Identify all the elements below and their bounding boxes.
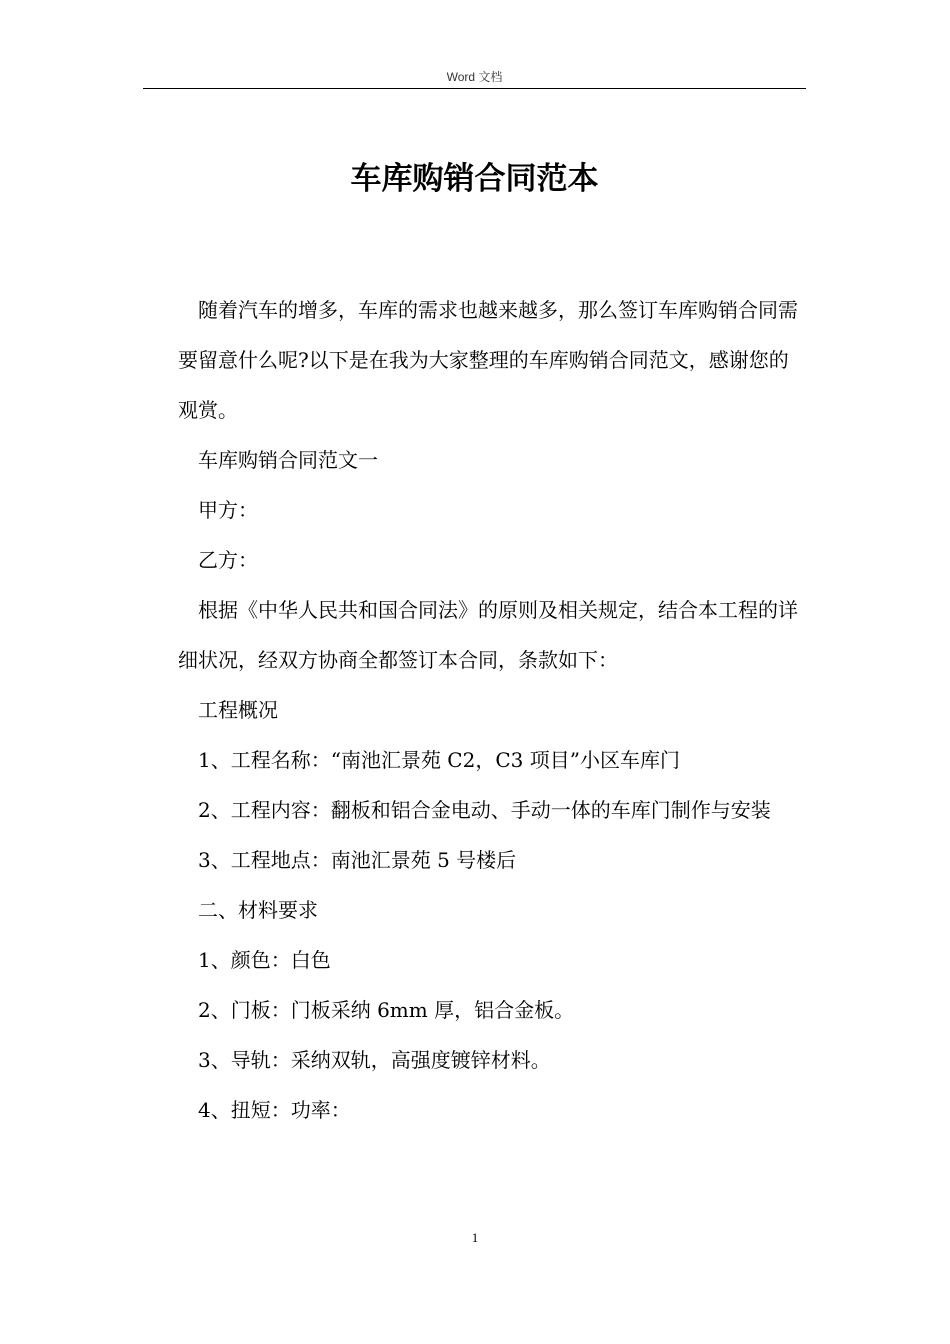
clause-project-location: 3、工程地点：南池汇景苑 5 号楼后 <box>198 848 517 872</box>
clause-color: 1、颜色：白色 <box>198 948 331 972</box>
clause-torsion: 4、扭短：功率： <box>198 1098 351 1122</box>
clause-guide-rail: 3、导轨：采纳双轨，高强度镀锌材料。 <box>198 1048 551 1072</box>
document-title: 车库购销合同范本 <box>350 161 599 197</box>
document-body <box>178 285 803 1135</box>
party-b-line: 乙方： <box>198 548 258 572</box>
header-text: Word 文档 <box>446 70 503 84</box>
clause-project-name: 1、工程名称：“南池汇景苑 C2，C3 项目”小区车库门 <box>198 748 680 772</box>
clause-door-panel: 2、门板：门板采纳 6mm 厚，铝合金板。 <box>198 998 575 1022</box>
materials-heading: 二、材料要求 <box>198 898 318 922</box>
page-header <box>143 66 806 89</box>
project-overview-heading: 工程概况 <box>198 698 278 722</box>
basis-paragraph: 根据《中华人民共和国合同法》的原则及相关规定，结合本工程的详细状况，经双方协商全都签订本合同，条款如下： <box>178 598 798 672</box>
section-heading: 车库购销合同范文一 <box>198 448 378 472</box>
party-a-line: 甲方： <box>198 498 258 522</box>
clause-project-content: 2、工程内容：翻板和铝合金电动、手动一体的车库门制作与安装 <box>198 798 771 822</box>
intro-paragraph: 随着汽车的增多，车库的需求也越来越多，那么签订车库购销合同需要留意什么呢?以下是在我为大家整理的车库购销合同范文，感谢您的观赏。 <box>178 298 798 422</box>
page-number: 1 <box>471 1230 479 1245</box>
